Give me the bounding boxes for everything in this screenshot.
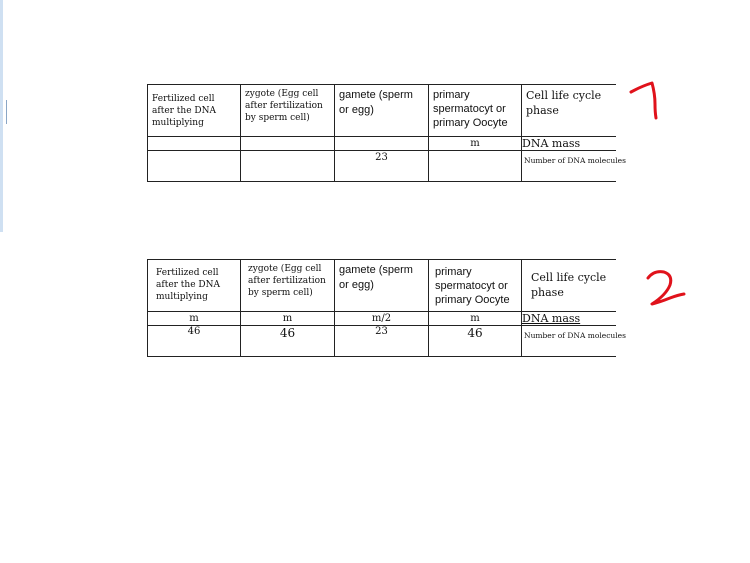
label-dna-mass: DNA mass — [522, 137, 616, 151]
header-primary-spermatocyte — [429, 260, 522, 312]
label-dna-molecules: Number of DNA molecules — [522, 326, 616, 357]
handwritten-number-1 — [628, 80, 668, 122]
label-dna-mass: DNA mass — [522, 312, 616, 326]
dna-table-2 — [147, 259, 626, 357]
dna-count-row — [148, 151, 616, 182]
header-row — [148, 85, 616, 137]
cell-count-1: 46 — [148, 326, 241, 357]
cell-count-2 — [241, 151, 335, 182]
header-zygote: zygote (Egg cell after fertilization by sperm cell) — [241, 260, 335, 312]
cell-mass-2: m — [241, 312, 335, 326]
header-primary-spermatocyte — [429, 85, 522, 137]
dna-table-1 — [147, 84, 626, 182]
header-row — [148, 260, 616, 312]
header-primary-text: primary spermatocyt or primary Oocyte — [433, 89, 508, 129]
cell-count-1 — [148, 151, 241, 182]
header-zygote: zygote (Egg cell after fertilization by sperm cell) — [241, 85, 335, 137]
dna-mass-row — [148, 137, 616, 151]
handwritten-number-2 — [640, 268, 688, 310]
window-edge-tick — [0, 100, 7, 124]
cell-mass-3: m/2 — [335, 312, 429, 326]
cell-count-4: 46 — [429, 326, 522, 357]
cell-mass-3 — [335, 137, 429, 151]
cell-count-3: 23 — [335, 151, 429, 182]
cell-count-2: 46 — [241, 326, 335, 357]
cell-mass-1: m — [148, 312, 241, 326]
cell-mass-2 — [241, 137, 335, 151]
header-primary-text: primary spermatocyt or primary Oocyte — [435, 266, 510, 306]
dna-count-row — [148, 326, 616, 357]
header-gamete: gamete (sperm or egg) — [335, 260, 429, 312]
header-fertilized-cell: Fertilized cell after the DNA multiplying — [148, 85, 241, 137]
label-dna-molecules: Number of DNA molecules — [522, 151, 616, 182]
header-fertilized-cell: Fertilized cell after the DNA multiplying — [148, 260, 241, 312]
dna-mass-row — [148, 312, 616, 326]
cell-mass-4: m — [429, 137, 522, 151]
header-cell-cycle-phase: Cell life cycle phase — [522, 85, 616, 137]
header-gamete: gamete (sperm or egg) — [335, 85, 429, 137]
cell-mass-1 — [148, 137, 241, 151]
cell-count-3: 23 — [335, 326, 429, 357]
header-cell-cycle-phase: Cell life cycle phase — [522, 260, 616, 312]
cell-count-4 — [429, 151, 522, 182]
cell-mass-4: m — [429, 312, 522, 326]
